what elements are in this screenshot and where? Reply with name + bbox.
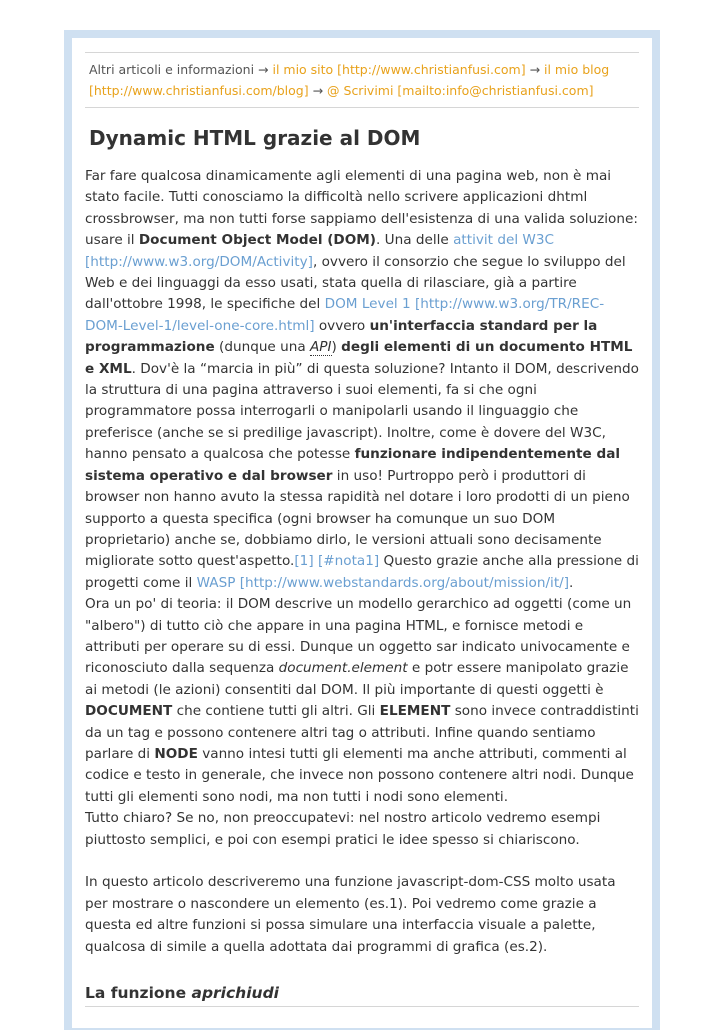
nav-arrow: → — [525, 62, 545, 77]
text-run: e potr essere manipolato grazie ai metodi (le azioni) consentiti dal DOM. Il più importante di questi oggetti è — [85, 660, 629, 698]
nav-arrow: → — [308, 83, 328, 98]
article-summary-paragraph: In questo articolo descriveremo una funzione javascript-dom-CSS molto usata per mostrare o nascondere un elemento (es.1). Poi vedremo come grazie a questa ed altre funzioni si possa simulare una interfaccia visuale a palette, qualcosa di simile a quella adottata dai programmi di grafica (es.2). — [85, 874, 616, 955]
text-run: Questo grazie anche alla pressione di progetti come il — [85, 553, 639, 591]
clarity-paragraph: Tutto chiaro? Se no, non preoccupatevi: nel nostro articolo vedremo esempi piuttosto semplici, e poi con esempi pratici le idee spesso si chiariscono. — [85, 810, 601, 848]
article-content — [85, 52, 639, 1007]
nav-blog-link[interactable]: il mio blog [http://www.christianfusi.com/blog] — [89, 62, 610, 98]
text-run: vanno intesi tutti gli elementi ma anche attributi, commenti al codice e testo in generale, che invece non possono contenere altri nodi. Dunque tutti gli elementi sono nodi, ma non tutti i nodi sono elementi. — [85, 745, 634, 805]
text-run: ) — [331, 339, 342, 356]
bold-text: funzionare indipendentemente dal sistema operativo e dal browser — [85, 446, 621, 484]
document-page — [72, 38, 652, 1028]
text-run: ovvero — [314, 317, 370, 334]
heading-text: La funzione — [85, 984, 192, 1003]
nav-mail-link[interactable]: @ Scrivimi [mailto:info@christianfusi.com] — [327, 83, 594, 98]
page-title: Dynamic HTML grazie al DOM — [89, 126, 421, 150]
text-run: che contiene tutti gli altri. Gli — [172, 703, 380, 720]
text-run: . — [569, 574, 574, 591]
api-abbreviation: API — [310, 339, 332, 356]
dom-level1-link[interactable]: DOM Level 1 [http://www.w3.org/TR/REC-DOM-Level-1/level-one-core.html] — [85, 296, 605, 334]
text-run: , ovvero il consorzio che segue lo sviluppo del Web e dei linguaggi da esso usati, stata quella di rilasciare, già a partire dall'ottobre 1998, le specifiche del — [85, 253, 626, 313]
text-run: . Una delle — [376, 232, 454, 249]
text-run: sono invece contraddistinti da un tag e possono contenere altri tag o attributi. Infine quando sentiamo parlare di — [85, 703, 639, 762]
text-run: in uso! Purtroppo però i produttori di browser non hanno avuto la stessa rapidità nel dotare i loro prodotti di un pieno supporto a questa specifica (ogni browser ha comunque un suo DOM proprietario) anche se, dobbiamo dirlo, le versioni attuali sono decisamente migliorate sotto quest'aspetto. — [85, 467, 630, 570]
nav-site-link[interactable]: il mio sito [http://www.christianfusi.com] — [272, 62, 526, 77]
text-run: . Dov'è la “marcia in più” di questa soluzione? Intanto il DOM, descrivendo la struttura di una pagina attraverso i suoi elementi, fa si che ogni programmatore possa interrogarli o manipolarli usando il linguaggio che preferisce (anche se si predilige javascript). Inoltre, come è dovere del W3C, hanno pensato a qualcosa che potesse — [85, 360, 639, 463]
italic-text: document.element — [278, 660, 408, 677]
section-heading — [85, 982, 639, 1007]
text-run: Ora un po' di teoria: il DOM descrive un modello gerarchico ad oggetti (come un "albero") di tutto ciò che appare in una pagina HTML, e fornisce metodi e attributi per operare su di essi. Dunque un oggetto sar indicato univocamente e riconosciuto dalla sequenza — [85, 596, 632, 677]
intro-paragraph — [85, 166, 639, 594]
footnote-link[interactable]: [1] [#nota1] — [294, 553, 380, 570]
text-run: (dunque una — [214, 339, 310, 356]
bold-text: degli elementi di un documento HTML e XML — [85, 339, 633, 377]
bold-text: Document Object Model (DOM) — [138, 232, 376, 249]
w3c-activity-link[interactable]: attivit del W3C [http://www.w3.org/DOM/Activity] — [85, 232, 555, 270]
bold-text: un'interfaccia standard per la programmazione — [85, 317, 598, 356]
heading-italic-text: aprichiudi — [191, 984, 279, 1003]
nav-intro: Altri articoli e informazioni → — [89, 62, 273, 77]
wasp-link[interactable]: WASP [http://www.webstandards.org/about/mission/it/] — [196, 574, 570, 591]
text-run: Far fare qualcosa dinamicamente agli elementi di una pagina web, non è mai stato facile. Tutti conosciamo la difficoltà nello scrivere applicazioni dhtml crossbrowser, ma non tutti forse sappiamo dell'esistenza di una valida soluzione: usare il — [85, 168, 638, 249]
theory-paragraph — [85, 594, 639, 808]
top-navigation — [85, 52, 639, 108]
bold-text: DOCUMENT — [85, 703, 173, 720]
bold-text: ELEMENT — [379, 703, 451, 720]
bold-text: NODE — [154, 745, 198, 762]
